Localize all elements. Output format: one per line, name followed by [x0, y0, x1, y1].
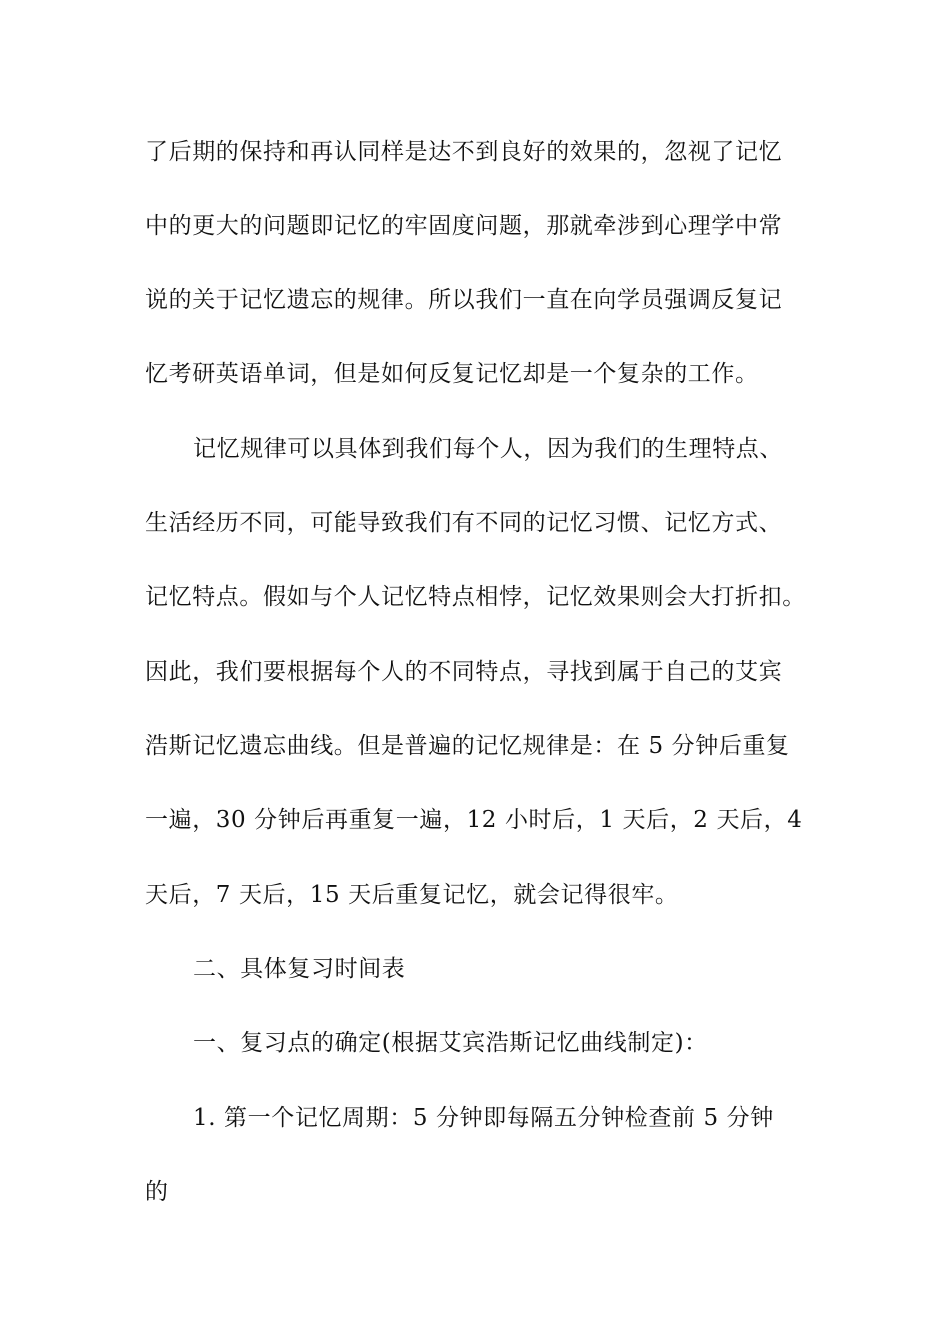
paragraph-line: 生活经历不同，可能导致我们有不同的记忆习惯、记忆方式、 [145, 510, 783, 536]
paragraph-line: 中的更大的问题即记忆的牢固度问题，那就牵涉到心理学中常 [145, 213, 783, 239]
paragraph-line: 一遍，30 分钟后再重复一遍，12 小时后，1 天后，2 天后，4 [145, 807, 803, 833]
paragraph-line: 因此，我们要根据每个人的不同特点，寻找到属于自己的艾宾 [145, 659, 783, 685]
subsection-heading: 一、复习点的确定(根据艾宾浩斯记忆曲线制定)： [193, 1030, 708, 1056]
list-item: 1. 第一个记忆周期：5 分钟即每隔五分钟检查前 5 分钟 [193, 1105, 774, 1131]
paragraph-line: 说的关于记忆遗忘的规律。所以我们一直在向学员强调反复记 [145, 287, 783, 313]
paragraph-line: 记忆特点。假如与个人记忆特点相悖，记忆效果则会大打折扣。 [145, 584, 806, 610]
paragraph-line: 忆考研英语单词，但是如何反复记忆却是一个复杂的工作。 [145, 361, 759, 387]
paragraph-line: 了后期的保持和再认同样是达不到良好的效果的，忽视了记忆 [145, 139, 783, 165]
paragraph-line: 的 [145, 1179, 169, 1205]
paragraph-line: 浩斯记忆遗忘曲线。但是普遍的记忆规律是：在 5 分钟后重复 [145, 733, 790, 759]
paragraph-line: 天后，7 天后，15 天后重复记忆，就会记得很牢。 [145, 882, 679, 908]
paragraph-line: 记忆规律可以具体到我们每个人，因为我们的生理特点、 [193, 436, 783, 462]
section-heading: 二、具体复习时间表 [193, 956, 406, 982]
